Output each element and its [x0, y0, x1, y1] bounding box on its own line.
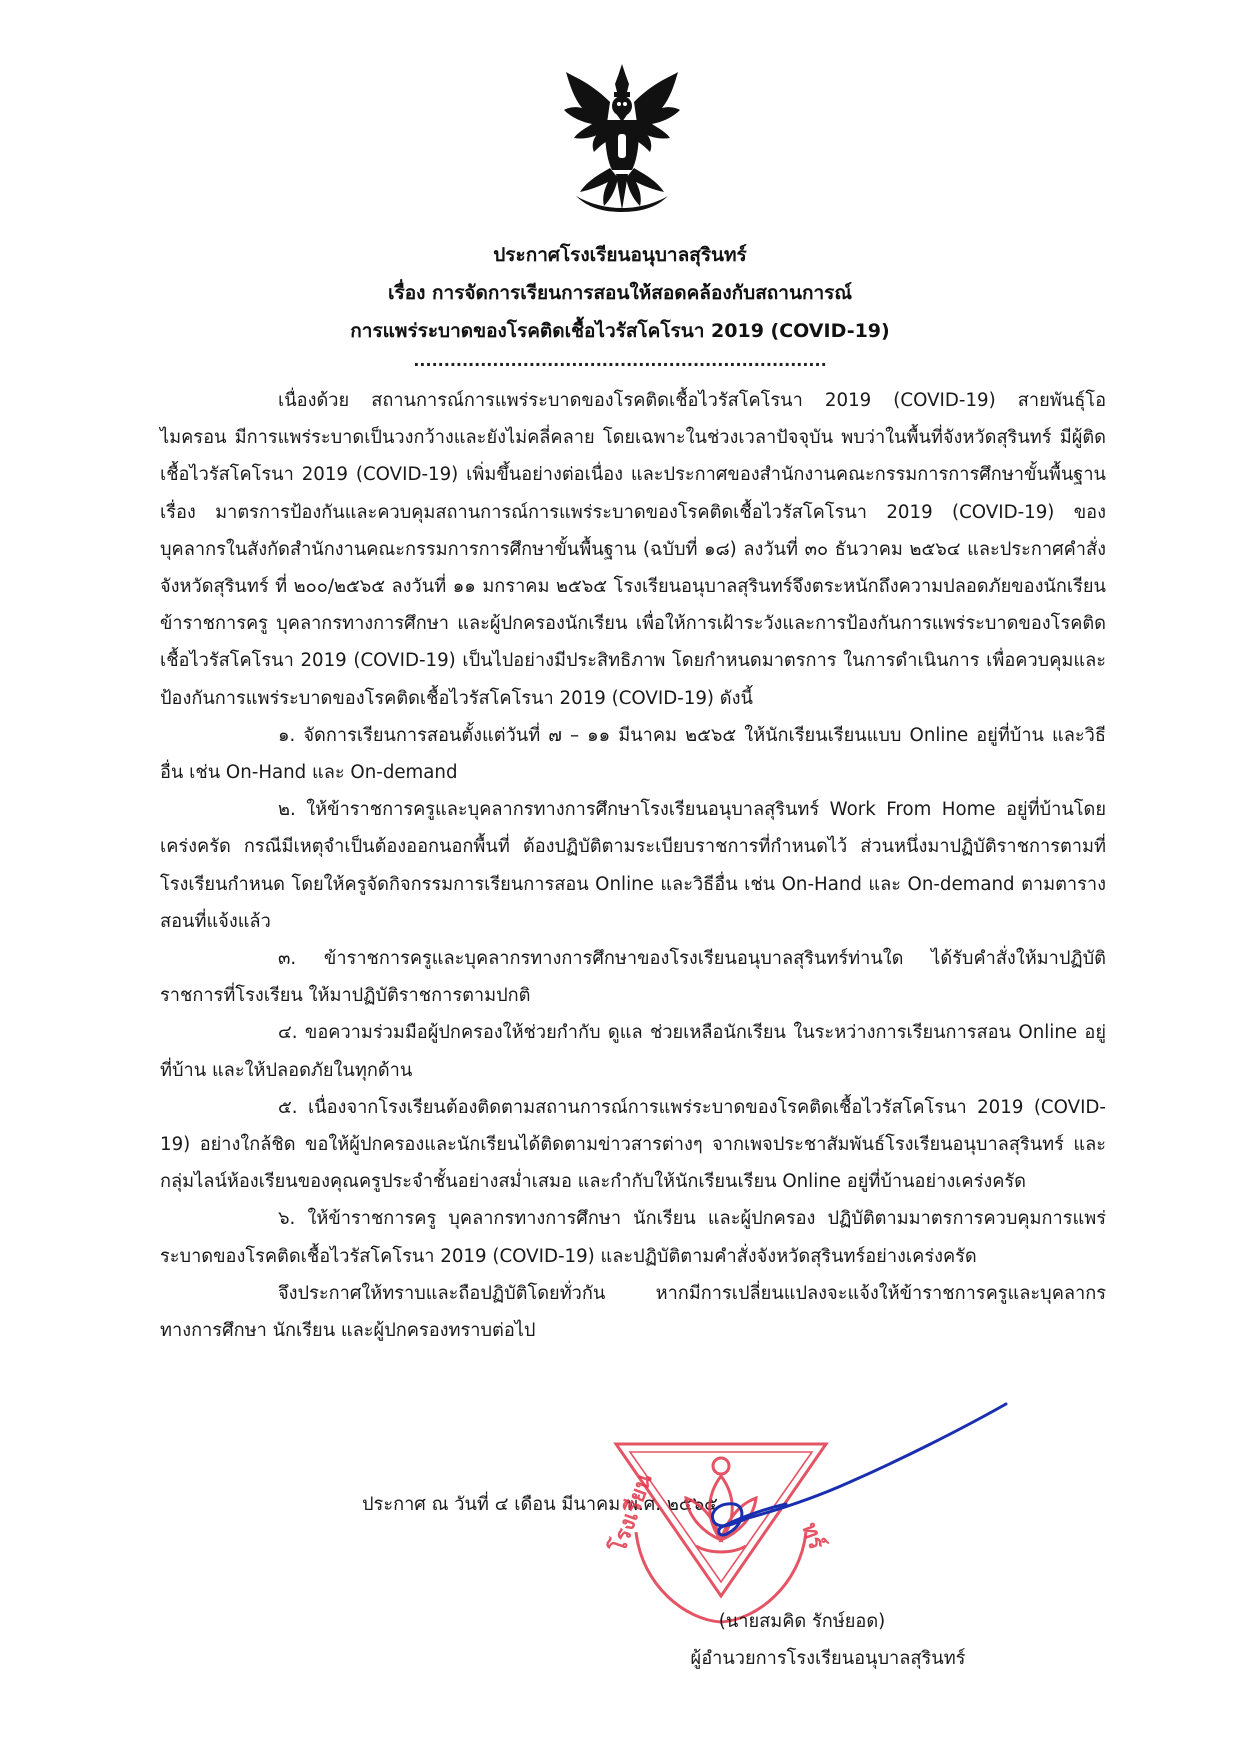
- measure-item-6: ๖. ให้ข้าราชการครู บุคลากรทางการศึกษา นักเรียน และผู้ปกครอง ปฏิบัติตามมาตรการควบคุมการแพร่ระบาดของโรคติดเชื้อไวรัสโคโรนา 2019 (COVID-19) และปฏิบัติตามคำสั่งจังหวัดสุรินทร์อย่างเคร่งครัด: [160, 1208, 1106, 1267]
- director-signature-icon: [690, 1400, 1010, 1570]
- closing-paragraph: จึงประกาศให้ทราบและถือปฏิบัติโดยทั่วกัน หากมีการเปลี่ยนแปลงจะแจ้งให้ข้าราชการครูและบุคลากรทางการศึกษา นักเรียน และผู้ปกครองทราบต่อไป: [160, 1282, 1106, 1342]
- announcement-subject-cont: การแพร่ระบาดของโรคติดเชื้อไวรัสโคโรนา 2019 (COVID-19): [350, 320, 890, 342]
- measure-item-2: ๒. ให้ข้าราชการครูและบุคลากรทางการศึกษาโรงเรียนอนุบาลสุรินทร์ Work From Home อยู่ที่บ้านโดยเคร่งครัด กรณีมีเหตุจำเป็นต้องออกนอกพื้นที่ ต้องปฏิบัติตามระเบียบราชการที่กำหนดไว้ ส่วนหนึ่งมาปฏิบัติราชการตามที่โรงเรียนกำหนด โดยให้ครูจัดกิจกรรมการเรียนการสอน Online และวิธีอื่น เช่น On-Hand และ On-demand ตามตารางสอนที่แจ้งแล้ว: [160, 799, 1106, 932]
- measure-item-3: ๓. ข้าราชการครูและบุคลากรทางการศึกษาของโรงเรียนอนุบาลสุรินทร์ท่านใด ได้รับคำสั่งให้มาปฏิบัติราชการที่โรงเรียน ให้มาปฏิบัติราชการตามปกติ: [160, 948, 1106, 1007]
- announcement-body: [160, 382, 1106, 1349]
- signer-position: ผู้อำนวยการโรงเรียนอนุบาลสุรินทร์: [690, 1648, 966, 1669]
- garuda-emblem-icon: [560, 62, 684, 212]
- announcement-header: [0, 236, 1240, 372]
- measure-item-1: ๑. จัดการเรียนการสอนตั้งแต่วันที่ ๗ – ๑๑ มีนาคม ๒๕๖๕ ให้นักเรียนเรียนแบบ Online อยู่ที่บ้าน และวิธีอื่น เช่น On-Hand และ On-demand: [160, 724, 1106, 784]
- announcement-subject: เรื่อง การจัดการเรียนการสอนให้สอดคล้องกับสถานการณ์: [388, 282, 852, 304]
- measure-item-5: ๕. เนื่องจากโรงเรียนต้องติดตามสถานการณ์การแพร่ระบาดของโรคติดเชื้อไวรัสโคโรนา 2019 (COVID-19) อย่างใกล้ชิด ขอให้ผู้ปกครองและนักเรียนได้ติดตามข่าวสารต่างๆ จากเพจประชาสัมพันธ์โรงเรียนอนุบาลสุรินทร์ และกลุ่มไลน์ห้องเรียนของคุณครูประจำชั้นอย่างสม่ำเสมอ และกำกับให้นักเรียนเรียน Online อยู่ที่บ้านอย่างเคร่งครัด: [160, 1096, 1106, 1193]
- signer-name: (นายสมคิด รักษ์ยอด): [718, 1611, 886, 1632]
- announcement-date: ประกาศ ณ วันที่ ๔ เดือน มีนาคม พ.ศ. ๒๕๖๕: [362, 1494, 718, 1515]
- svg-text:โรงเรียน: โรงเรียน: [606, 1470, 658, 1557]
- measure-item-4: ๔. ขอความร่วมมือผู้ปกครองให้ช่วยกำกับ ดูแล ช่วยเหลือนักเรียน ในระหว่างการเรียนการสอน Online อยู่ที่บ้าน และให้ปลอดภัยในทุกด้าน: [160, 1022, 1106, 1081]
- intro-paragraph: เนื่องด้วย สถานการณ์การแพร่ระบาดของโรคติดเชื้อไวรัสโคโรนา 2019 (COVID-19) สายพันธุ์โอไมครอน มีการแพร่ระบาดเป็นวงกว้างและยังไม่คลี่คลาย โดยเฉพาะในช่วงเวลาปัจจุบัน พบว่าในพื้นที่จังหวัดสุรินทร์ มีผู้ติดเชื้อไวรัสโคโรนา 2019 (COVID-19) เพิ่มขึ้นอย่างต่อเนื่อง และประกาศของสำนักงานคณะกรรมการการศึกษาขั้นพื้นฐาน เรื่อง มาตรการป้องกันและควบคุมสถานการณ์การแพร่ระบาดของโรคติดเชื้อไวรัสโคโรนา 2019 (COVID-19) ของบุคลากรในสังกัดสำนักงานคณะกรรมการการศึกษาขั้นพื้นฐาน (ฉบับที่ ๑๘) ลงวันที่ ๓๐ ธันวาคม ๒๕๖๔ และประกาศคำสั่งจังหวัดสุรินทร์ ที่ ๒๐๐/๒๕๖๕ ลงวันที่ ๑๑ มกราคม ๒๕๖๕ โรงเรียนอนุบาลสุรินทร์จึงตระหนักถึงความปลอดภัยของนักเรียน ข้าราชการครู บุคลากรทางการศึกษา และผู้ปกครองนักเรียน เพื่อให้การเฝ้าระวังและการป้องกันการแพร่ระบาดของโรคติดเชื้อไวรัสโคโรนา 2019 (COVID-19) เป็นไปอย่างมีประสิทธิภาพ โดยกำหนดมาตรการ ในการดำเนินการ เพื่อควบคุมและป้องกันการแพร่ระบาดของโรคติดเชื้อไวรัสโคโรนา 2019 (COVID-19) ดังนี้: [160, 390, 1106, 709]
- svg-text:ทร์: ทร์: [796, 1519, 829, 1553]
- announcement-title: ประกาศโรงเรียนอนุบาลสุรินทร์: [493, 244, 747, 266]
- header-separator: ....................................................................: [413, 351, 827, 370]
- signer-block: [622, 1603, 1042, 1677]
